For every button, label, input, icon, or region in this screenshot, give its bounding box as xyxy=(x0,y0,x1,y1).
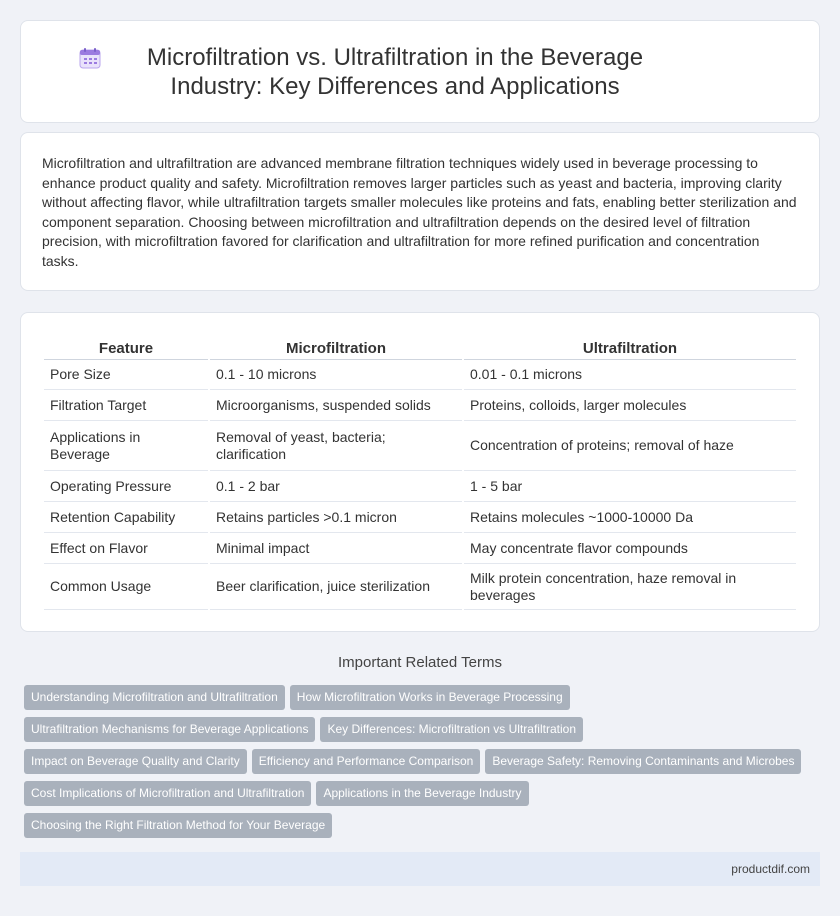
table-row xyxy=(44,390,796,421)
feature-cell: Applications in Beverage xyxy=(44,421,208,471)
related-terms-heading: Important Related Terms xyxy=(338,654,502,671)
microfiltration-cell: Beer clarification, juice sterilization xyxy=(210,564,462,610)
intro-card xyxy=(20,132,820,291)
footer-bar xyxy=(20,852,820,886)
table-row xyxy=(44,502,796,533)
ultrafiltration-cell: Proteins, colloids, larger molecules xyxy=(464,390,796,421)
feature-cell: Operating Pressure xyxy=(44,471,208,502)
comparison-table xyxy=(42,334,798,610)
feature-cell: Effect on Flavor xyxy=(44,533,208,564)
footer-site-link[interactable]: productdif.com xyxy=(731,862,810,876)
related-term-tag[interactable]: Understanding Microfiltration and Ultrafiltration xyxy=(24,685,285,710)
related-terms-list xyxy=(24,685,814,845)
feature-cell: Retention Capability xyxy=(44,502,208,533)
feature-cell: Common Usage xyxy=(44,564,208,610)
related-term-tag[interactable]: Choosing the Right Filtration Method for Your Beverage xyxy=(24,813,332,838)
related-term-tag[interactable]: Impact on Beverage Quality and Clarity xyxy=(24,749,247,774)
related-term-tag[interactable]: Key Differences: Microfiltration vs Ultrafiltration xyxy=(320,717,583,742)
feature-cell: Filtration Target xyxy=(44,390,208,421)
related-term-tag[interactable]: Applications in the Beverage Industry xyxy=(316,781,528,806)
related-term-tag[interactable]: Cost Implications of Microfiltration and Ultrafiltration xyxy=(24,781,311,806)
table-row xyxy=(44,421,796,471)
microfiltration-cell: 0.1 - 10 microns xyxy=(210,360,462,390)
microfiltration-cell: Retains particles >0.1 micron xyxy=(210,502,462,533)
header-ultrafiltration: Ultrafiltration xyxy=(464,334,796,360)
microfiltration-cell: Microorganisms, suspended solids xyxy=(210,390,462,421)
related-term-tag[interactable]: Beverage Safety: Removing Contaminants and Microbes xyxy=(485,749,801,774)
related-term-tag[interactable]: Efficiency and Performance Comparison xyxy=(252,749,481,774)
related-term-tag[interactable]: How Microfiltration Works in Beverage Processing xyxy=(290,685,570,710)
microfiltration-cell: Removal of yeast, bacteria; clarification xyxy=(210,421,462,471)
table-header-row xyxy=(44,334,796,360)
microfiltration-cell: 0.1 - 2 bar xyxy=(210,471,462,502)
table-row xyxy=(44,533,796,564)
header-card xyxy=(20,20,820,123)
related-term-tag[interactable]: Ultrafiltration Mechanisms for Beverage Applications xyxy=(24,717,315,742)
feature-cell: Pore Size xyxy=(44,360,208,390)
header-feature: Feature xyxy=(44,334,208,360)
table-row xyxy=(44,564,796,610)
microfiltration-cell: Minimal impact xyxy=(210,533,462,564)
ultrafiltration-cell: Concentration of proteins; removal of haze xyxy=(464,421,796,471)
ultrafiltration-cell: 1 - 5 bar xyxy=(464,471,796,502)
intro-paragraph: Microfiltration and ultrafiltration are advanced membrane filtration techniques widely used in beverage processing to enhance product quality and safety. Microfiltration removes larger particles such as yeast and bacteria, improving clarity without affecting flavor, while ultrafiltration targets smaller molecules like proteins and fats, enabling better sterilization and component separation. Choosing between microfiltration and ultrafiltration depends on the desired level of filtration precision, with microfiltration favored for clarification and ultrafiltration for more refined purification and concentration tasks. xyxy=(42,155,797,269)
ultrafiltration-cell: Milk protein concentration, haze removal in beverages xyxy=(464,564,796,610)
comparison-table-card xyxy=(20,312,820,632)
ultrafiltration-cell: May concentrate flavor compounds xyxy=(464,533,796,564)
table-row xyxy=(44,471,796,502)
header-microfiltration: Microfiltration xyxy=(210,334,462,360)
page-title: Microfiltration vs. Ultrafiltration in the Beverage Industry: Key Differences and Applications xyxy=(146,44,644,100)
table-row xyxy=(44,360,796,390)
ultrafiltration-cell: Retains molecules ~1000-10000 Da xyxy=(464,502,796,533)
ultrafiltration-cell: 0.01 - 0.1 microns xyxy=(464,360,796,390)
